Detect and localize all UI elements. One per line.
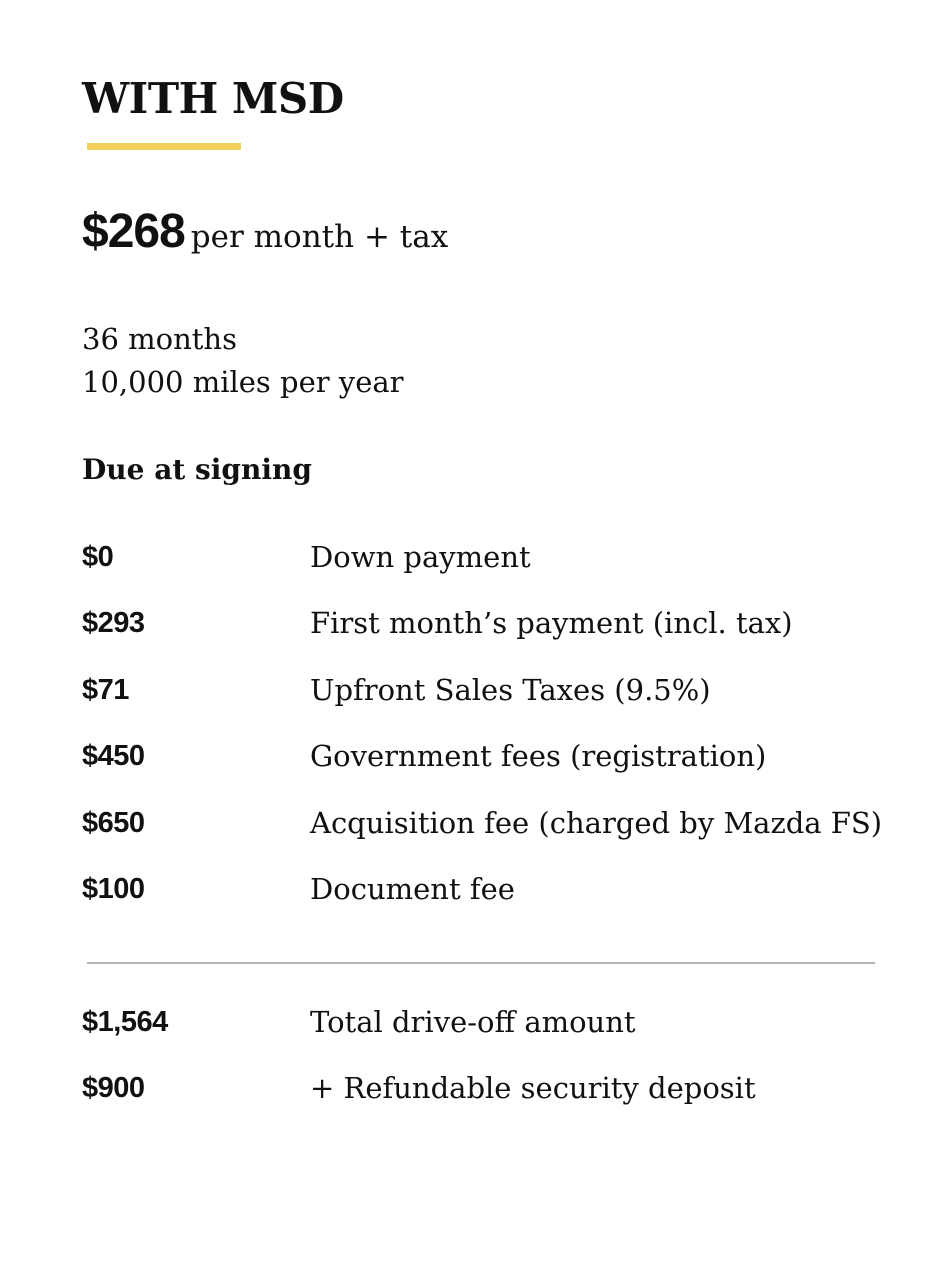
lease-terms <box>82 318 404 404</box>
fee-amount: $71 <box>82 673 129 706</box>
fee-description: Down payment <box>310 540 531 574</box>
deposit-amount: $900 <box>82 1072 145 1105</box>
totals-list <box>82 1000 902 1133</box>
due-at-signing-list <box>82 535 902 933</box>
lease-mileage: 10,000 miles per year <box>82 365 404 399</box>
fee-row-sales-taxes <box>82 668 902 734</box>
fee-row-down-payment <box>82 535 902 601</box>
fee-amount: $100 <box>82 872 145 905</box>
monthly-suffix: per month + tax <box>190 219 449 255</box>
fee-amount: $450 <box>82 740 145 773</box>
fee-description: Acquisition fee (charged by Mazda FS) <box>310 805 883 840</box>
fee-row-first-month <box>82 601 902 667</box>
fee-amount: $0 <box>82 541 114 573</box>
fee-description: First month’s payment (incl. tax) <box>310 606 793 641</box>
fee-description: Document fee <box>310 871 515 906</box>
title-accent-bar <box>87 143 241 150</box>
monthly-amount: $268 <box>82 205 185 258</box>
security-deposit-row <box>82 1066 902 1132</box>
due-at-signing-heading: Due at signing <box>82 453 312 486</box>
page-title: WITH MSD <box>82 74 344 123</box>
total-description: Total drive-off amount <box>310 1005 636 1039</box>
fee-row-acquisition-fee <box>82 801 902 867</box>
monthly-price <box>82 204 448 259</box>
fee-description: Government fees (registration) <box>310 739 767 774</box>
fee-amount: $650 <box>82 806 145 839</box>
deposit-description: + Refundable security deposit <box>310 1071 756 1106</box>
lease-duration: 36 months <box>82 322 237 356</box>
fee-row-government-fees <box>82 734 902 800</box>
fee-description: Upfront Sales Taxes (9.5%) <box>310 672 711 707</box>
total-drive-off-row <box>82 1000 902 1066</box>
fee-row-document-fee <box>82 867 902 933</box>
totals-divider <box>87 962 875 964</box>
total-amount: $1,564 <box>82 1006 168 1038</box>
fee-amount: $293 <box>82 607 145 640</box>
